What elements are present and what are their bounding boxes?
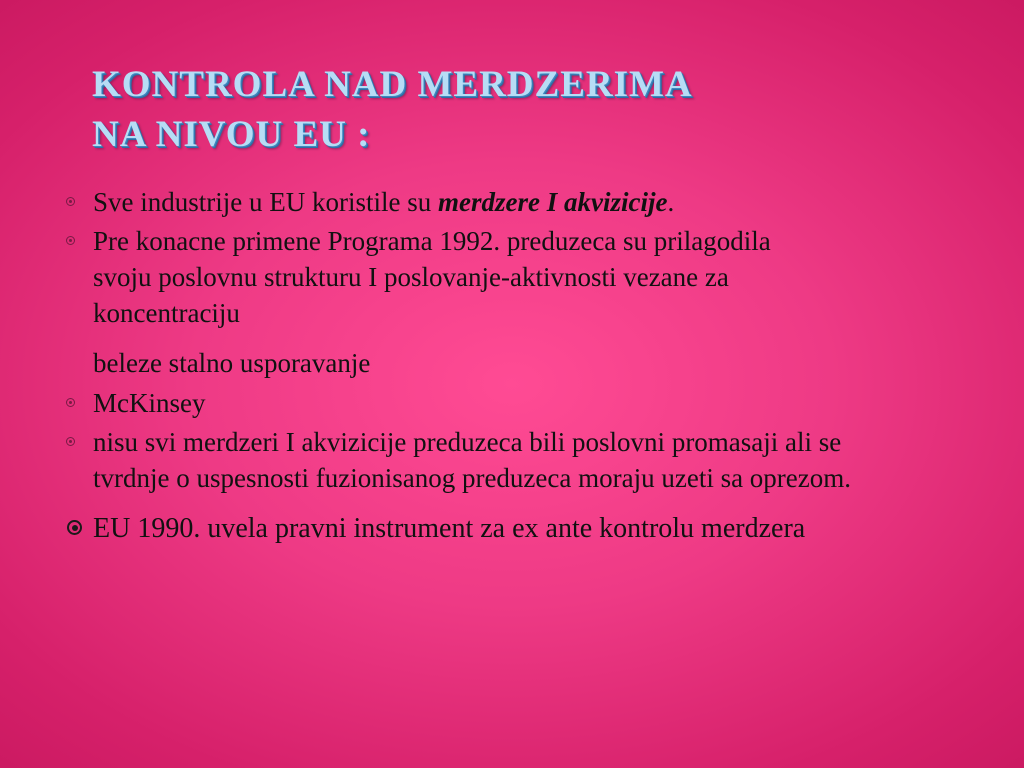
bullet-text: EU 1990. uvela pravni instrument za ex ante kontrolu merdzera [93,513,806,544]
bullet-icon [67,520,82,535]
slide-title-line-2: NA NIVOU EU : [92,114,371,155]
continuation-text: beleze stalno usporavanje [93,348,371,378]
slide-title-line-1: KONTROLA NAD MERDZERIMA [92,64,693,105]
bullet-emphasis: merdzere I akvizicije [437,187,668,217]
bullet-item-mckinsey [0,385,900,421]
bullet-icon [66,437,75,446]
bullet-list [0,184,900,547]
bullet-item-industries [0,184,793,220]
bullet-icon [66,236,75,245]
bullet-icon [66,197,75,206]
bullet-suffix: . [667,187,675,217]
bullet-text: nisu svi merdzeri I akvizicije preduzeca bili poslovni promasaji ali se tvrdnje o uspesnosti fuzionisanog preduzeca moraju uzeti sa oprezom. [93,427,852,493]
bullet-item-program-1992 [0,223,833,331]
slide-title [92,60,693,160]
bullet-text: Sve industrije u EU koristile su [93,187,438,217]
bullet-item-not-all-mergers [0,424,853,496]
bullet-text: Pre konacne primene Programa 1992. preduzeca su prilagodila svoju poslovnu strukturu I poslovanje-aktivnosti vezane za koncentraciju [93,226,771,328]
bullet-text: McKinsey [93,388,206,418]
continuation-line [0,345,900,381]
bullet-item-eu-1990 [0,511,813,547]
bullet-icon [66,398,75,407]
